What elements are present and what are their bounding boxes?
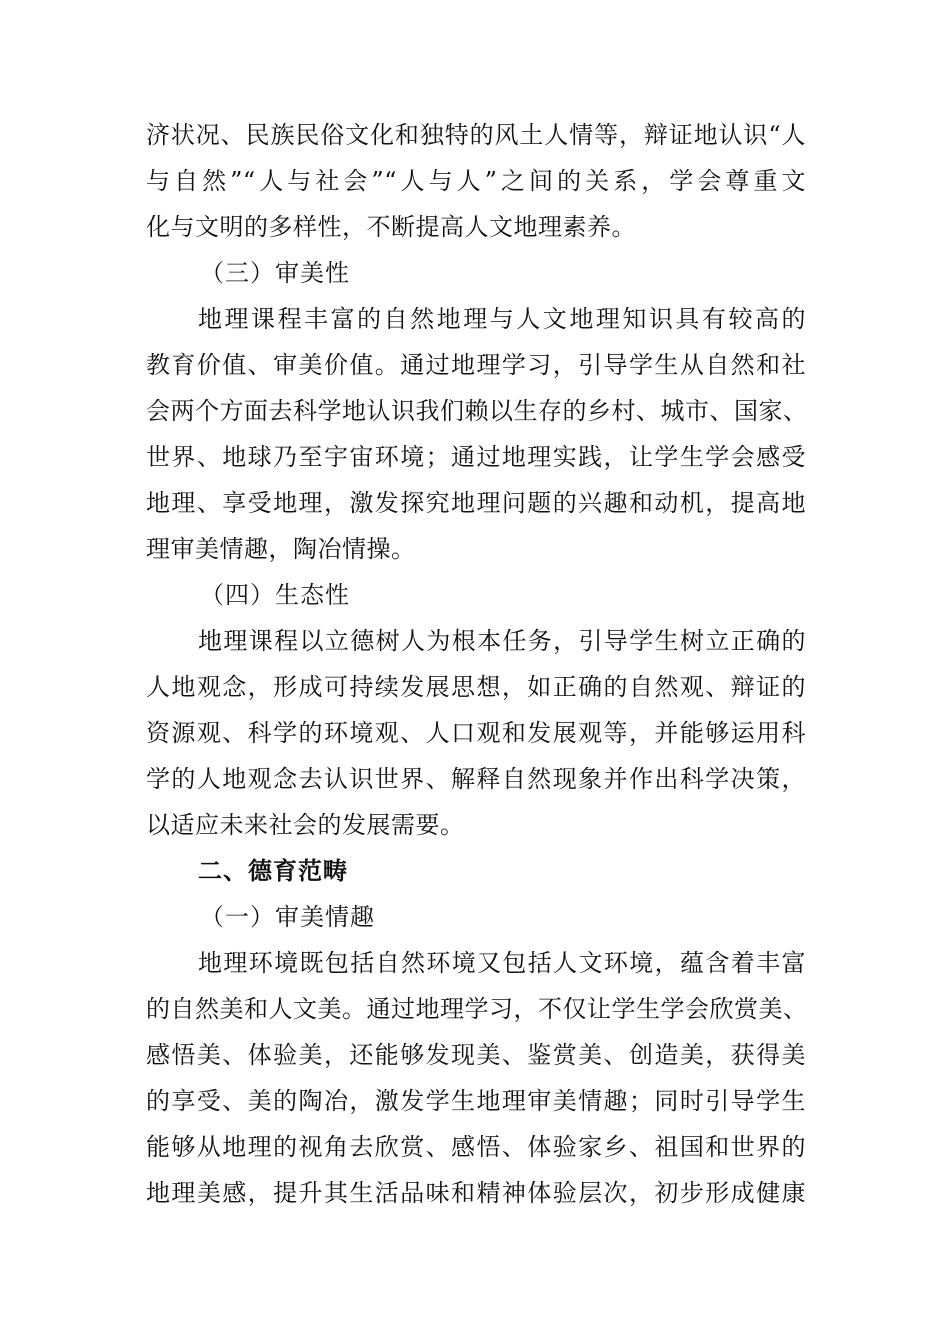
text-line: 会两个方面去科学地认识我们赖以生存的乡村、城市、国家、 [146, 397, 808, 425]
paragraph-humanities [146, 112, 806, 250]
text-line: 地理课程以立德树人为根本任务，引导学生树立正确的 [198, 627, 806, 655]
text-line: 资源观、科学的环境观、人口观和发展观等，并能够运用科 [146, 719, 806, 747]
paragraph-ecology [146, 618, 806, 848]
paragraph-aesthetic-taste [146, 940, 806, 1216]
section-heading-aesthetic: （三）审美性 [200, 259, 350, 287]
text-line: 的享受、美的陶冶，激发学生地理审美情趣；同时引导学生 [146, 1087, 806, 1115]
text-line: 化与文明的多样性，不断提高人文地理素养。 [146, 213, 636, 241]
text-line: 世界、地球乃至宇宙环境；通过地理实践，让学生学会感受 [146, 443, 806, 471]
text-line: 济状况、民族民俗文化和独特的风土人情等，辩证地认识“人 [146, 121, 806, 149]
text-line: 与自然”“人与社会”“人与人”之间的关系，学会尊重文 [146, 167, 806, 195]
text-line: 的自然美和人文美。通过地理学习，不仅让学生学会欣赏美、 [146, 995, 808, 1023]
chapter-heading-moral-education: 二、德育范畴 [198, 857, 348, 885]
text-line: 以适应未来社会的发展需要。 [146, 811, 465, 839]
text-line: 学的人地观念去认识世界、解释自然现象并作出科学决策， [146, 765, 806, 793]
text-line: 感悟美、体验美，还能够发现美、鉴赏美、创造美，获得美 [146, 1041, 806, 1069]
section-heading-ecology: （四）生态性 [200, 581, 350, 609]
text-line: 地理美感，提升其生活品味和精神体验层次，初步形成健康 [146, 1179, 806, 1207]
document-page [146, 112, 806, 1216]
section-heading-aesthetic-taste: （一）审美情趣 [200, 903, 375, 931]
text-line: 理审美情趣，陶冶情操。 [146, 535, 416, 563]
text-line: 教育价值、审美价值。通过地理学习，引导学生从自然和社 [146, 351, 806, 379]
text-line: 人地观念，形成可持续发展思想，如正确的自然观、辩证的 [146, 673, 806, 701]
text-line: 地理、享受地理，激发探究地理问题的兴趣和动机，提高地 [146, 489, 806, 517]
text-line: 地理环境既包括自然环境又包括人文环境，蕴含着丰富 [198, 949, 806, 977]
text-line: 地理课程丰富的自然地理与人文地理知识具有较高的 [198, 305, 806, 333]
text-line: 能够从地理的视角去欣赏、感悟、体验家乡、祖国和世界的 [146, 1133, 806, 1161]
paragraph-aesthetic [146, 296, 806, 572]
